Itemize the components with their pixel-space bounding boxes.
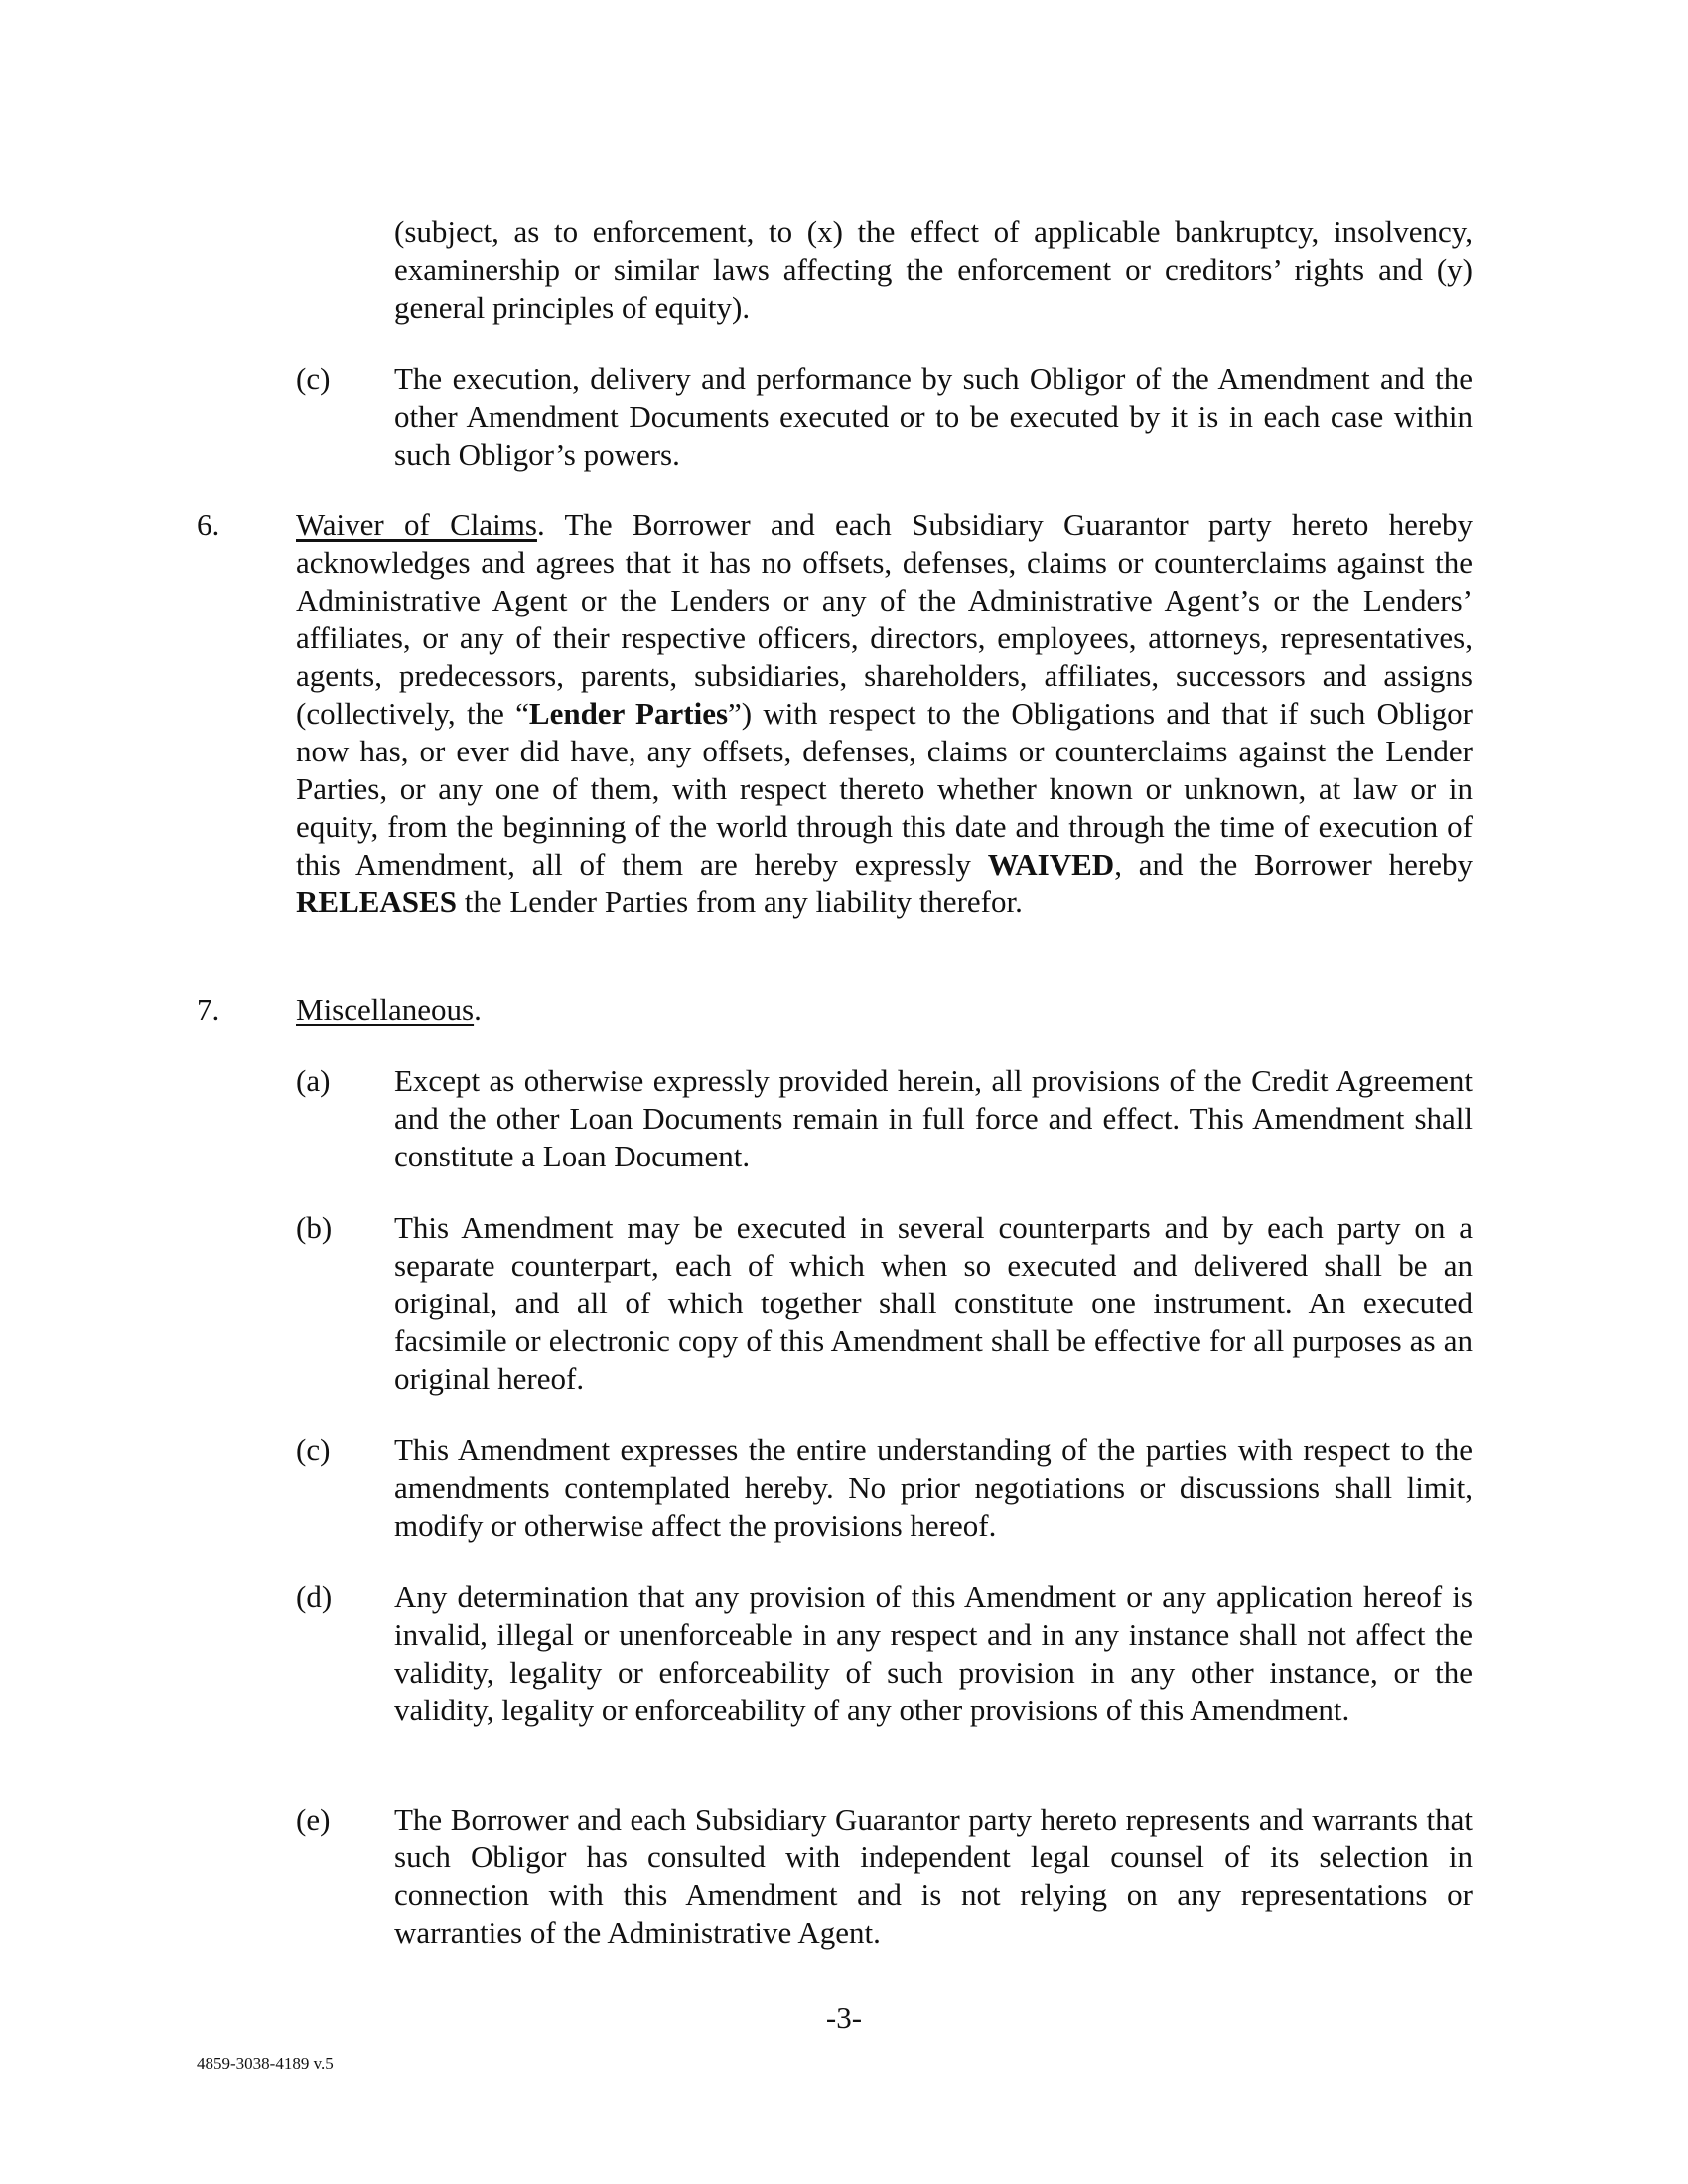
- item-a-text: Except as otherwise expressly provided herein, all provisions of the Credit Agreement and the other Loan Documents remain in full force and effect. This Amendment shall constitute a Loan Document.: [394, 1063, 1473, 1173]
- item-d-label: (d): [296, 1579, 333, 1614]
- section-6-title: Waiver of Claims: [296, 507, 537, 542]
- item-e-paragraph: [394, 1801, 1473, 1952]
- term-lender-parties: Lender Parties: [528, 696, 729, 731]
- item-d-paragraph: [394, 1578, 1473, 1729]
- item-d-text: Any determination that any provision of this Amendment or any application hereof is invalid, illegal or unenforceable in any respect and in any instance shall not affect the validity, legality or enforceability of such provision in any other instance, or the validity, legality or enforceability of any other provisions of this Amendment.: [394, 1579, 1473, 1727]
- item-e-text: The Borrower and each Subsidiary Guarantor party hereto represents and warrants that such Obligor has consulted with independent legal counsel of its selection in connection with this Amendment and is not relying on any representations or warranties of the Administrative Agent.: [394, 1802, 1473, 1950]
- item-a-paragraph: [394, 1062, 1473, 1175]
- item-c-paragraph: [394, 1432, 1473, 1545]
- term-releases: RELEASES: [296, 885, 457, 919]
- section-7-title: Miscellaneous: [296, 992, 475, 1026]
- item-b-text: This Amendment may be executed in several counterparts and by each party on a separate counterpart, each of which when so executed and delivered shall be an original, and all of which together shall constitute one instrument. An executed facsimile or electronic copy of this Amendment shall be effective for all purposes as an original hereof.: [394, 1210, 1473, 1396]
- item-b-label: (b): [296, 1210, 333, 1245]
- section-6-paragraph: [296, 506, 1473, 921]
- item-c-label: (c): [296, 1433, 331, 1467]
- intro-text: (subject, as to enforcement, to (x) the effect of applicable bankruptcy, insolvency, examinership or similar laws affecting the enforcement or creditors’ rights and (y) general principles of equity).: [394, 214, 1473, 325]
- section-6-text-b: ”) with respect to the Obligations and that if such Obligor now has, or ever did have, any offsets, defenses, claims or counterclaims against the Lender Parties, or any one of them, with respect thereto whether known or unknown, at law or in equity, from the beginning of the world through this date and through the time of execution of this Amendment, all of them are hereby expressly: [296, 696, 1473, 882]
- item-b-paragraph: [394, 1209, 1473, 1398]
- item-c-prev-paragraph: [394, 360, 1473, 474]
- item-c-prev-label: (c): [296, 361, 331, 396]
- intro-paragraph: [394, 213, 1473, 327]
- page-number: -3-: [825, 2000, 863, 2035]
- item-c-text: This Amendment expresses the entire understanding of the parties with respect to the amendments contemplated hereby. No prior negotiations or discussions shall limit, modify or otherwise affect the provisions hereof.: [394, 1433, 1473, 1543]
- section-7-heading: [296, 991, 482, 1028]
- section-6-text-d: the Lender Parties from any liability therefor.: [456, 885, 1023, 919]
- section-6-body: [296, 506, 1473, 921]
- term-waived: WAIVED: [987, 847, 1115, 882]
- document-id: 4859-3038-4189 v.5: [197, 2054, 334, 2073]
- item-c-prev-text: The execution, delivery and performance by such Obligor of the Amendment and the other Amendment Documents executed or to be executed by it is in each case within such Obligor’s powers.: [394, 361, 1473, 472]
- section-7-number: 7.: [197, 992, 220, 1026]
- item-a-label: (a): [296, 1063, 331, 1098]
- section-6-text-c: , and the Borrower hereby: [1114, 847, 1473, 882]
- item-e-label: (e): [296, 1802, 331, 1837]
- section-7-title-suffix: .: [474, 992, 482, 1026]
- section-6-number: 6.: [197, 507, 220, 542]
- section-6-text-a: . The Borrower and each Subsidiary Guarantor party hereto hereby acknowledges and agrees that it has no offsets, defenses, claims or counterclaims against the Administrative Agent or the Lenders or any of the Administrative Agent’s or the Lenders’ affiliates, or any of their respective officers, directors, employees, attorneys, representatives, agents, predecessors, parents, subsidiaries, shareholders, affiliates, successors and assigns (collectively, the “: [296, 507, 1473, 731]
